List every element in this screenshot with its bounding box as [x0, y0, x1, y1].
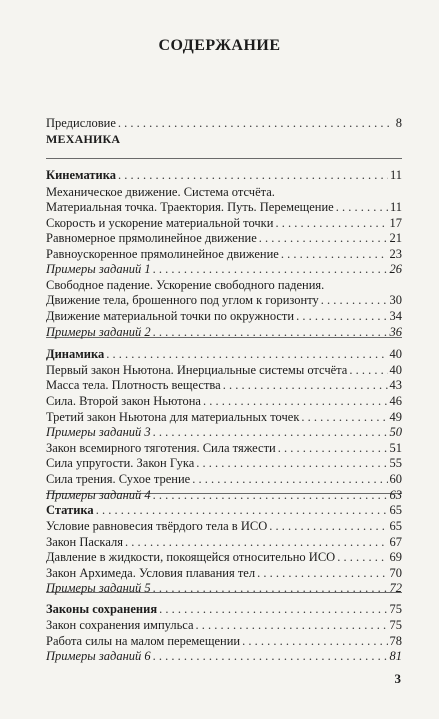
entry-text: Механическое движение. Система отсчёта.: [46, 185, 275, 199]
dot-leader: [301, 409, 387, 425]
entry-page: 40: [389, 363, 402, 377]
toc-entry: [46, 455, 402, 471]
entry-page: 67: [389, 535, 402, 549]
toc-entry-preface: [46, 115, 402, 131]
entry-page: 8: [395, 116, 402, 130]
dot-leader: [196, 455, 387, 471]
entry-text: Условие равновесия твёрдого тела в ИСО: [46, 519, 268, 533]
entry-text: Материальная точка. Траектория. Путь. Перемещение: [46, 200, 334, 214]
dot-leader: [223, 377, 388, 393]
toc-entry: [46, 617, 402, 633]
toc-entry: [46, 261, 402, 277]
entry-text: Примеры заданий 4: [46, 488, 151, 502]
toc-entry: [46, 167, 402, 183]
entry-text: Равномерное прямолинейное движение: [46, 231, 257, 245]
dot-leader: [257, 565, 387, 581]
dot-leader: [281, 246, 388, 262]
toc-entry: [46, 230, 402, 246]
entry-text: Сила упругости. Закон Гука: [46, 456, 195, 470]
dot-leader: [192, 471, 387, 487]
toc-entry: [46, 424, 402, 440]
dot-leader: [275, 215, 387, 231]
toc-entry: [46, 518, 402, 534]
entry-text: Свободное падение. Ускорение свободного падения.: [46, 278, 325, 292]
entry-page: 72: [389, 581, 402, 595]
entry-page: 46: [389, 394, 402, 408]
entry-text: Движение тела, брошенного под углом к горизонту: [46, 293, 319, 307]
entry-text: Закон Паскаля: [46, 535, 123, 549]
dot-leader: [125, 534, 388, 550]
toc-entry: [46, 502, 402, 518]
entry-page: 69: [389, 550, 402, 564]
toc-entry: [46, 362, 402, 378]
toc-entry: [46, 409, 402, 425]
entry-text: Закон сохранения импульса: [46, 618, 194, 632]
entry-page: 78: [389, 634, 402, 648]
page-title: СОДЕРЖАНИЕ: [158, 37, 281, 54]
toc-entry: [46, 308, 402, 324]
toc-entry: [46, 377, 402, 393]
entry-page: 26: [389, 262, 402, 276]
entry-page: 49: [389, 410, 402, 424]
toc-entry: [46, 580, 402, 596]
toc-entry: [46, 199, 402, 215]
dot-leader: [336, 199, 388, 215]
entry-page: 21: [389, 231, 402, 245]
entry-page: 75: [389, 618, 402, 632]
dot-leader: [203, 393, 388, 409]
entry-text: Примеры заданий 6: [46, 649, 151, 663]
toc-entry: [46, 487, 402, 503]
divider: [46, 158, 402, 159]
entry-text: Скорость и ускорение материальной точки: [46, 216, 274, 230]
entry-page: 51: [389, 441, 402, 455]
toc-entry: [46, 292, 402, 308]
toc-entry: [46, 324, 402, 340]
dot-leader: [278, 440, 388, 456]
entry-text: Масса тела. Плотность вещества: [46, 378, 221, 392]
toc-entry: [46, 534, 402, 550]
entry-text: Давление в жидкости, покоящейся относительно ИСО: [46, 550, 336, 564]
toc-entry: [46, 440, 402, 456]
entry-text: Первый закон Ньютона. Инерциальные системы отсчёта: [46, 363, 348, 377]
entry-page: 70: [389, 566, 402, 580]
toc-entry: [46, 184, 402, 200]
entry-page: 55: [389, 456, 402, 470]
entry-page: 34: [389, 309, 402, 323]
entry-page: 11: [389, 168, 402, 182]
entry-text: Сила трения. Сухое трение: [46, 472, 191, 486]
dot-leader: [153, 487, 388, 503]
entry-text: Предисловие: [46, 116, 116, 130]
dot-leader: [196, 617, 388, 633]
dot-leader: [259, 230, 388, 246]
entry-text: Закон Архимеда. Условия плавания тел: [46, 566, 256, 580]
toc-entry: [46, 346, 402, 362]
toc-entry: [46, 393, 402, 409]
dot-leader: [153, 648, 388, 664]
dot-leader: [349, 362, 387, 378]
section-title: МЕХАНИКА: [46, 132, 121, 146]
entry-page: 65: [389, 503, 402, 517]
dot-leader: [269, 518, 387, 534]
entry-page: 23: [389, 247, 402, 261]
entry-text: Примеры заданий 5: [46, 581, 151, 595]
dot-leader: [153, 580, 388, 596]
entry-text: Равноускоренное прямолинейное движение: [46, 247, 279, 261]
dot-leader: [118, 115, 390, 131]
entry-text: Работа силы на малом перемещении: [46, 634, 241, 648]
entry-page: 81: [389, 649, 402, 663]
entry-text: Кинематика: [46, 168, 116, 182]
entry-text: Статика: [46, 503, 94, 517]
entry-text: Примеры заданий 3: [46, 425, 151, 439]
entry-text: Законы сохранения: [46, 602, 158, 616]
entry-page: 40: [389, 347, 402, 361]
toc-entry: [46, 215, 402, 231]
toc-entry: [46, 633, 402, 649]
entry-page: 30: [389, 293, 402, 307]
entry-page: 65: [389, 519, 402, 533]
dot-leader: [153, 324, 388, 340]
entry-page: 43: [389, 378, 402, 392]
entry-page: 17: [389, 216, 402, 230]
dot-leader: [118, 167, 388, 183]
dot-leader: [321, 292, 388, 308]
toc-entry: [46, 246, 402, 262]
toc-entry: [46, 471, 402, 487]
toc-entry: [46, 601, 402, 617]
toc-entry: [46, 648, 402, 664]
toc-entry: [46, 549, 402, 565]
entry-text: Динамика: [46, 347, 105, 361]
entry-text: Движение материальной точки по окружности: [46, 309, 295, 323]
dot-leader: [337, 549, 387, 565]
entry-page: 63: [389, 488, 402, 502]
entry-text: Примеры заданий 2: [46, 325, 151, 339]
entry-page: 75: [389, 602, 402, 616]
entry-page: 60: [389, 472, 402, 486]
dot-leader: [106, 346, 387, 362]
entry-page: 50: [389, 425, 402, 439]
dot-leader: [296, 308, 387, 324]
dot-leader: [153, 261, 388, 277]
entry-text: Третий закон Ньютона для материальных точек: [46, 410, 300, 424]
entry-page: 11: [389, 200, 402, 214]
dot-leader: [153, 424, 388, 440]
entry-page: 36: [389, 325, 402, 339]
entry-text: Закон всемирного тяготения. Сила тяжести: [46, 441, 276, 455]
page-number: 3: [394, 671, 401, 686]
toc-entry: [46, 565, 402, 581]
entry-text: Сила. Второй закон Ньютона: [46, 394, 201, 408]
dot-leader: [242, 633, 387, 649]
dot-leader: [96, 502, 388, 518]
dot-leader: [159, 601, 387, 617]
toc-entry: [46, 277, 402, 293]
entry-text: Примеры заданий 1: [46, 262, 151, 276]
